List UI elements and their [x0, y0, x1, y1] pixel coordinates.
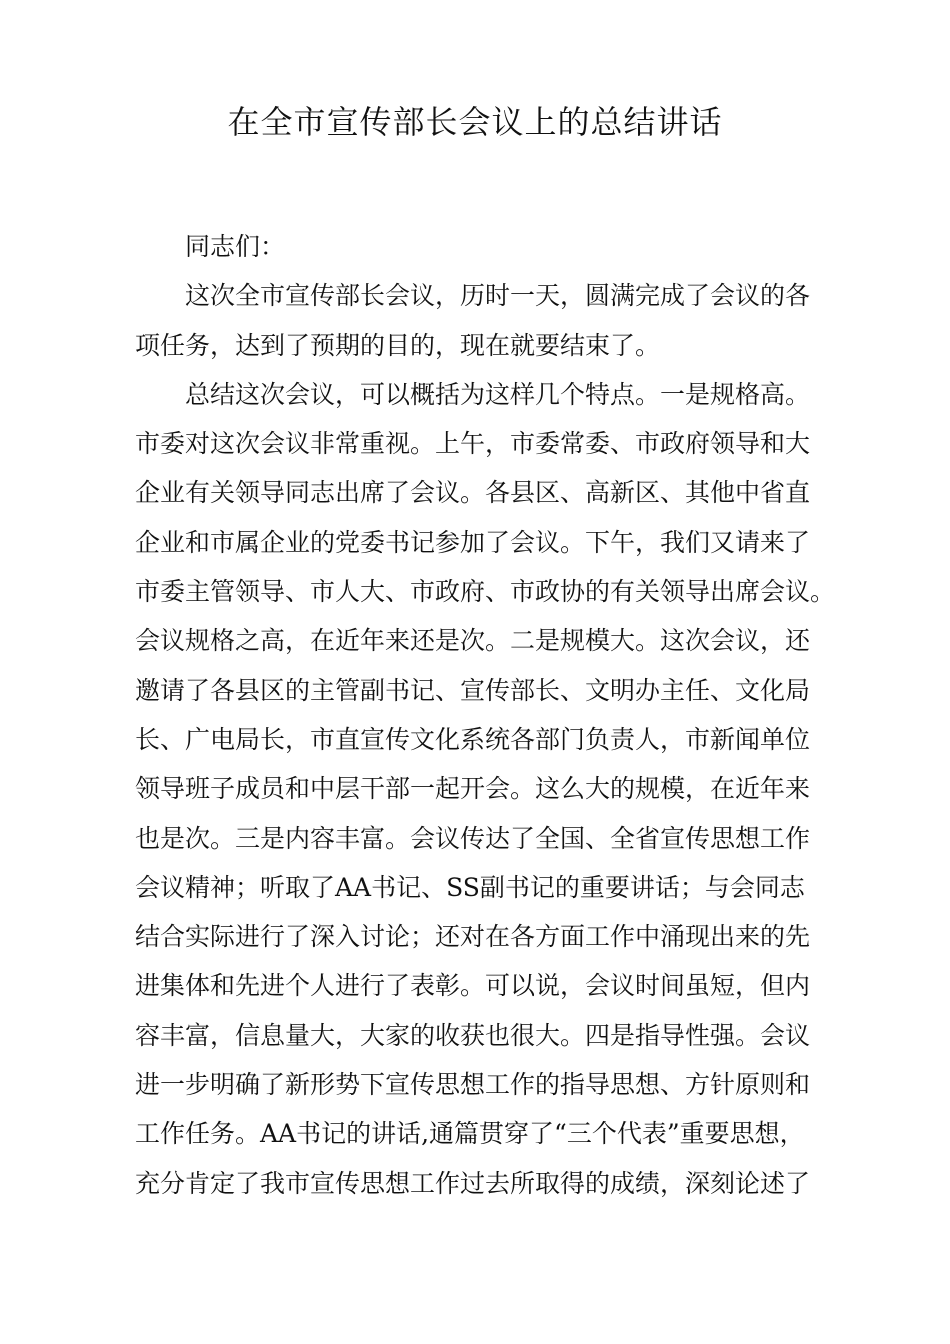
document-body	[135, 222, 835, 1208]
paragraph-line: 企业有关领导同志出席了会议。各县区、高新区、其他中省直	[135, 478, 811, 508]
paragraph-line: 也是次。三是内容丰富。会议传达了全国、全省宣传思想工作	[135, 823, 811, 853]
document-title: 在全市宣传部长会议上的总结讲话	[227, 103, 723, 141]
paragraph-line: 进集体和先进个人进行了表彰。可以说，会议时间虽短，但内	[135, 971, 811, 1001]
paragraph-line: 会议精神；听取了AA书记、SS副书记的重要讲话；与会同志	[135, 872, 805, 902]
salutation-line: 同志们：	[185, 232, 286, 261]
paragraph-line: 领导班子成员和中层干部一起开会。这么大的规模，在近年来	[135, 774, 811, 804]
paragraph-line: 这次全市宣传部长会议，历时一天，圆满完成了会议的各	[185, 281, 811, 311]
paragraph-line: 市委对这次会议非常重视。上午，市委常委、市政府领导和大	[135, 429, 811, 459]
paragraph-line: 结合实际进行了深入讨论；还对在各方面工作中涌现出来的先	[135, 922, 811, 952]
paragraph-line: 容丰富，信息量大，大家的收获也很大。四是指导性强。会议	[135, 1020, 811, 1050]
paragraph-line: 企业和市属企业的党委书记参加了会议。下午，我们又请来了	[135, 527, 811, 557]
paragraph-line: 项任务，达到了预期的目的，现在就要结束了。	[135, 330, 661, 360]
paragraph-line: 总结这次会议，可以概括为这样几个特点。一是规格高。	[185, 379, 811, 409]
paragraph-line: 长、广电局长，市直宣传文化系统各部门负责人，市新闻单位	[135, 724, 811, 754]
paragraph-line: 市委主管领导、市人大、市政府、市政协的有关领导出席会议。	[135, 577, 836, 607]
paragraph-line: 进一步明确了新形势下宣传思想工作的指导思想、方针原则和	[135, 1070, 811, 1100]
paragraph-line: 邀请了各县区的主管副书记、宣传部长、文明办主任、文化局	[135, 675, 811, 705]
paragraph-line: 充分肯定了我市宣传思想工作过去所取得的成绩，深刻论述了	[135, 1168, 811, 1198]
paragraph-line: 工作任务。AA书记的讲话,通篇贯穿了“三个代表”重要思想，	[135, 1119, 805, 1149]
paragraph-line: 会议规格之高，在近年来还是次。二是规模大。这次会议，还	[135, 626, 811, 656]
